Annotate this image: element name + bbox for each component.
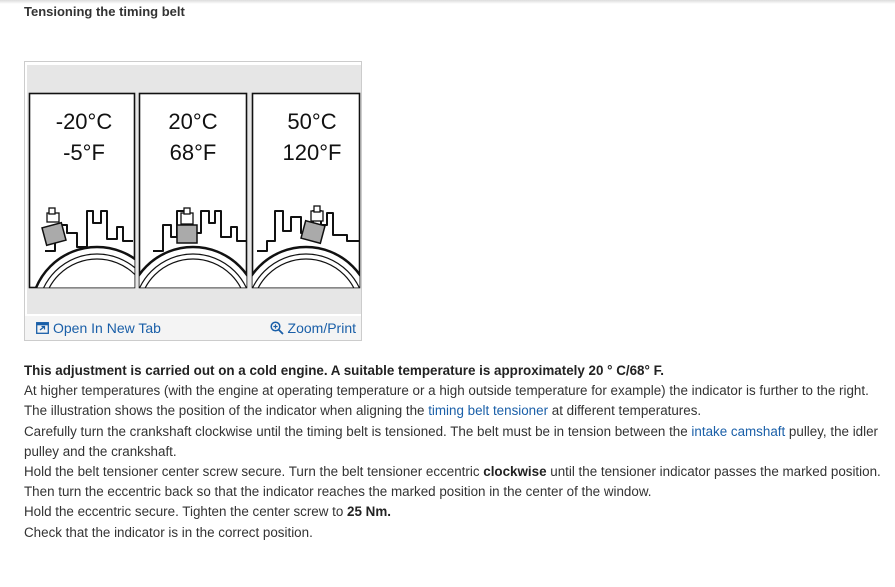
- hold-text-a: Hold the belt tensioner center screw secure. Turn the belt tensioner eccentric: [24, 464, 484, 480]
- illustration-text-b: at different temperatures.: [548, 403, 702, 419]
- tighten-text-a: Hold the eccentric secure. Tighten the center screw to: [24, 504, 348, 520]
- zoom-print-label: Zoom/Print: [287, 320, 356, 336]
- zoom-print-link[interactable]: [270, 320, 356, 336]
- open-in-new-tab-icon: [36, 322, 49, 334]
- torque-value: 25 Nm.: [347, 504, 391, 520]
- intro-bold: This adjustment is carried out on a cold engine. A suitable temperature is approximately 20 ° C/68° F.: [24, 363, 664, 378]
- illustration-svg: [27, 65, 361, 314]
- illustration-text-a: The illustration shows the position of the indicator when aligning the: [24, 403, 429, 419]
- panel-cold-celsius: -20°C: [55, 109, 113, 134]
- hold-text-b: until the tensioner indicator passes the marked position.: [546, 464, 881, 480]
- hold-clockwise-bold: clockwise: [483, 464, 547, 480]
- panel-hot: [240, 94, 361, 315]
- open-in-new-tab-label: Open In New Tab: [53, 320, 161, 336]
- panel-hot-celsius: 50°C: [287, 109, 337, 134]
- hold-tensioner-paragraph: [24, 462, 886, 482]
- magnifier-icon: [270, 321, 284, 335]
- timing-belt-tensioner-link[interactable]: timing belt tensioner: [428, 403, 549, 419]
- panel-normal: [127, 94, 259, 315]
- intro-paragraph: [24, 361, 886, 381]
- timing-belt-illustration[interactable]: [27, 65, 361, 314]
- higher-temps-paragraph: At higher temperatures (with the engine at operating temperature or a high outside temperature for example) the indicator is further to the right.: [24, 383, 869, 399]
- section-title: Tensioning the timing belt: [24, 4, 185, 19]
- panel-cold-fahrenheit: -5°F: [63, 140, 105, 165]
- instructions: [24, 361, 886, 543]
- check-paragraph: Check that the indicator is in the correct position.: [24, 524, 313, 540]
- open-in-new-tab-link[interactable]: [36, 320, 161, 336]
- panel-normal-fahrenheit: 68°F: [169, 140, 217, 165]
- crankshaft-text-a: Carefully turn the crankshaft clockwise until the timing belt is tensioned. The belt must be in tension between the: [24, 423, 692, 439]
- figure-card: [24, 61, 362, 341]
- figure-footer: [25, 316, 361, 340]
- turn-back-paragraph: Then turn the eccentric back so that the indicator reaches the marked position in the center of the window.: [24, 484, 652, 500]
- tighten-paragraph: [24, 502, 886, 522]
- crankshaft-paragraph: [24, 422, 886, 462]
- crankshaft-text-b: pulley, the idler pulley and the crankshaft.: [24, 423, 878, 459]
- illustration-paragraph: [24, 401, 886, 421]
- intake-camshaft-link[interactable]: intake camshaft: [691, 423, 786, 439]
- panel-normal-celsius: 20°C: [168, 109, 218, 134]
- panel-hot-fahrenheit: 120°F: [282, 140, 342, 165]
